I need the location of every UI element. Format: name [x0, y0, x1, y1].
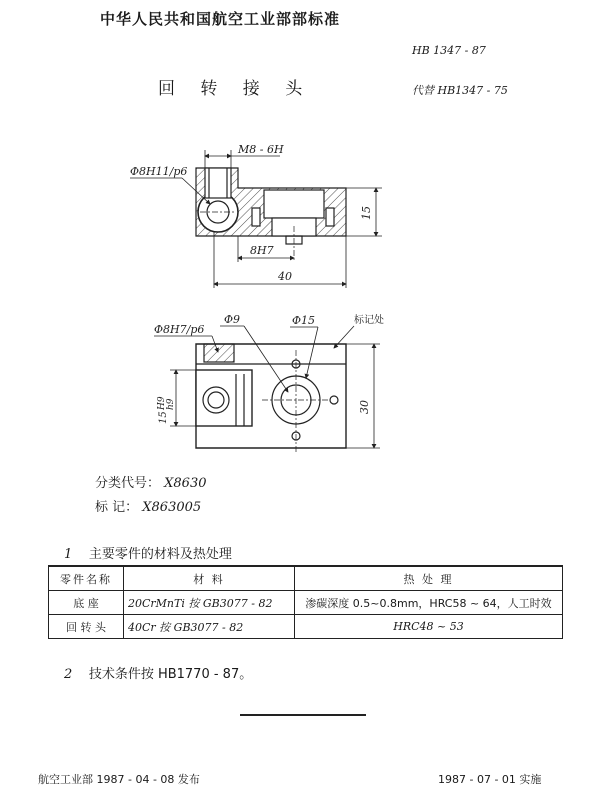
section-2-text: 技术条件按 HB1770 - 87。	[88, 667, 253, 682]
effective-date: 1987 - 07 - 01 实施	[438, 773, 542, 786]
height-dim-top: 15	[360, 206, 373, 220]
header-heat-treatment: 热 处 理	[295, 566, 563, 591]
cell-material: 20CrMnTi 按 GB3077 - 82	[124, 591, 295, 615]
table-row	[49, 591, 563, 615]
tolerance-bottom: h9	[166, 398, 176, 410]
width-dim-top: 40	[278, 270, 292, 283]
section-2-number: 2	[64, 667, 73, 682]
standard-number: HB 1347 - 87	[412, 44, 486, 57]
marking-code	[95, 496, 201, 515]
classification-code	[95, 472, 207, 491]
cell-part-name: 底 座	[49, 591, 124, 615]
table-header-row	[49, 566, 563, 591]
issuing-organization: 中华人民共和国航空工业部部标准	[100, 10, 341, 28]
cell-heat-treatment: HRC48 ~ 53	[295, 615, 563, 639]
replaces-standard: 代替 HB1347 - 75	[412, 84, 508, 97]
cell-heat-treatment: 渗碳深度 0.5~0.8mm，HRC58 ~ 64，人工时效	[295, 591, 563, 615]
classification-label: 分类代号：	[95, 476, 161, 491]
header-material: 材 料	[124, 566, 295, 591]
marking-value: X863005	[142, 500, 202, 515]
materials-table	[48, 565, 563, 639]
hole-small-label: Φ9	[224, 313, 241, 326]
section-2	[64, 663, 252, 682]
top-view	[130, 143, 382, 288]
tolerance-top: H9	[157, 396, 167, 410]
end-rule	[240, 714, 366, 716]
thread-label: M8 - 6H	[238, 143, 284, 156]
height-dim-front: 30	[358, 400, 371, 414]
cell-material: 40Cr 按 GB3077 - 82	[124, 615, 295, 639]
front-view	[154, 313, 384, 452]
tolerance-base: 15	[158, 411, 169, 424]
issue-date: 航空工业部 1987 - 04 - 08 发布	[38, 773, 200, 786]
pin-fit-label-front: Φ8H7/p6	[154, 323, 205, 336]
table-row	[49, 615, 563, 639]
section-1-title: 主要零件的材料及热处理	[88, 547, 232, 562]
document-title: 回 转 接 头	[158, 79, 313, 99]
header-part-name: 零件名称	[49, 566, 124, 591]
hole-large-label: Φ15	[292, 314, 316, 327]
cell-part-name: 回 转 头	[49, 615, 124, 639]
pin-fit-label-top: Φ8H11/p6	[130, 165, 188, 178]
hole-fit-label-top: 8H7	[250, 244, 274, 257]
marking-label: 标 记：	[95, 500, 139, 515]
section-1-number: 1	[64, 547, 73, 562]
marking-location-label: 标记处	[354, 315, 384, 326]
section-1-heading	[64, 543, 232, 562]
classification-value: X8630	[164, 476, 207, 491]
